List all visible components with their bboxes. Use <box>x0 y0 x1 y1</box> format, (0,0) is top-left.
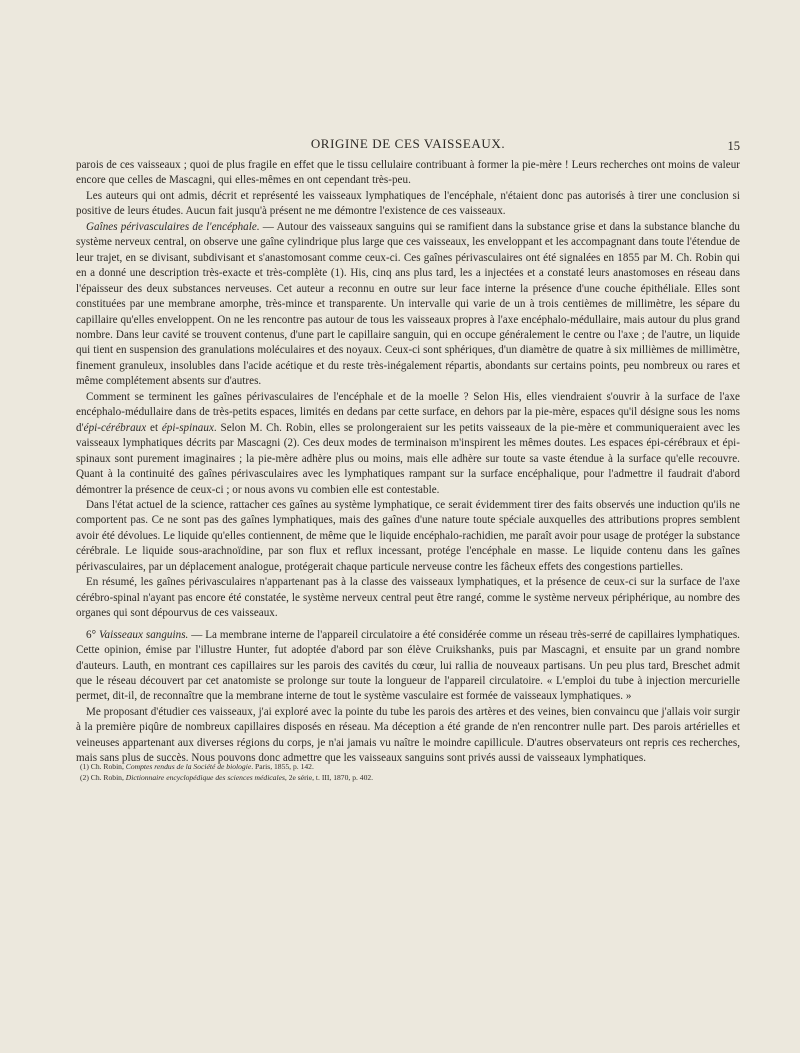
footnote-source: Comptes rendus de la Société de biologie <box>125 762 252 771</box>
section-title: Gaînes périvasculaires de l'encéphale. <box>86 220 260 233</box>
paragraph-text: et <box>146 421 162 434</box>
page-number: 15 <box>727 139 740 153</box>
footnote <box>80 772 740 783</box>
body-text <box>76 158 740 767</box>
footnote-source: Dictionnaire encyclopédique des sciences médicales <box>125 773 285 782</box>
italic-term: épi-spinaux <box>161 421 214 434</box>
footnote-text: (1) Ch. Robin, <box>80 762 126 771</box>
paragraph-text: — La membrane interne de l'appareil circulatoire a été considérée comme un réseau très-serré de capillaires lymphatiques. Cette opinion, émise par l'illustre Hunter, fut adoptée d'abord par son élève Cruikshanks, puis par Mascagni, et ensuite par un grand nombre d'auteurs. Lauth, en montrant ces capillaires sur les parois des cavités du cœur, lui rallia de nouveaux partisans. Un peu plus tard, Breschet admit que le réseau découvert par cet anatomiste se prolonge sur toute la longueur de l'appareil circulatoire. « L'emploi du tube à injection mercurielle permet, dit-il, de reconnaître que la membrane interne de tout le système vasculaire est formée de vaisseaux lymphatiques. » <box>76 628 740 703</box>
paragraph: Dans l'état actuel de la science, rattacher ces gaînes au système lymphatique, ce serait évidemment tirer des faits observés une induction qu'ils ne comportent pas. Ce ne sont pas des gaînes lymphatiques, mais des gaînes d'une nature toute spéciale auxquelles des attributions propres semblent avoir été dévolues. Le liquide qu'elles contiennent, de même que le liquide encéphalo-rachidien, me paraît avoir pour usage de protéger la substance cérébrale. Le liquide sous-arachnoïdine, par son flux et reflux incessant, protége l'encéphale en masse. Le liquide contenu dans les gaînes périvasculaires, par un déplacement analogue, protégerait chaque particule nerveuse contre les fâcheux effets des congestions partielles. <box>76 498 740 573</box>
footnote-text: , 2e série, t. III, 1870, p. 402. <box>284 773 374 782</box>
running-title: ORIGINE DE CES VAISSEAUX. <box>310 136 506 151</box>
italic-term: épi-cérébraux <box>83 421 147 434</box>
paragraph: parois de ces vaisseaux ; quoi de plus fragile en effet que le tissu cellulaire contribuant à former la pie-mère ! Leurs recherches ont moins de valeur encore que celles de Mascagni, qui elles-mêmes en ont cependant très-peu. <box>76 159 740 187</box>
running-header <box>76 136 740 156</box>
section-number: 6° <box>86 628 99 641</box>
footnotes <box>80 761 740 783</box>
paragraph: Me proposant d'étudier ces vaisseaux, j'ai exploré avec la pointe du tube les parois des artères et des veines, bien convaincu que j'allais voir surgir à la première piqûre de nombreux capillaires disposés en réseau. Ma déception a été grande de n'en rencontrer nulle part. Des parois artérielles et veineuses appartenant aux diverses régions du corps, je n'ai jamais vu naître le moindre capillicule. D'autres observateurs ont repris ces recherches, mais sans plus de succès. Nous pouvons donc admettre que les vaisseaux sanguins sont privés aussi de vaisseaux lymphatiques. <box>76 705 740 765</box>
paragraph: En résumé, les gaînes périvasculaires n'appartenant pas à la classe des vaisseaux lymphatiques, et la présence de ceux-ci sur la surface de l'axe cérébro-spinal n'ayant pas encore été constatée, le système nerveux central peut être rangé, comme le système nerveux périphérique, au nombre des organes qui sont dépourvus de ces vaisseaux. <box>76 576 740 620</box>
section-title: Vaisseaux sanguins. <box>98 628 189 641</box>
paragraph <box>76 628 740 705</box>
footnote <box>80 761 740 772</box>
paragraph: Les auteurs qui ont admis, décrit et représenté les vaisseaux lymphatiques de l'encéphale, n'étaient donc pas autorisés à tirer une conclusion si positive de leurs études. Aucun fait jusqu'à présent ne me démontre l'existence de ces vaisseaux. <box>76 189 740 218</box>
footnote-text: (2) Ch. Robin, <box>80 773 126 782</box>
paragraph-text: . Selon M. Ch. Robin, elles se prolongeraient sur les petits vaisseaux de la pie-mère et communiqueraient avec les vaisseaux lymphatiques décrits par Mascagni (2). Ces deux modes de terminaison m'inspirent les mêmes doutes. Les espaces épi-cérébraux et épi-spinaux sont purement imaginaires ; la pie-mère adhère plus ou moins, mais elle adhère sur toute sa vaste étendue à la surface qu'elle recouvre. Quant à la continuité des gaînes périvasculaires avec les lymphatiques rampant sur la surface encéphalique, pour l'admettre il faudrait d'abord démontrer la présence de ceux-ci ; or nous avons vu combien elle est contestable. <box>76 421 740 496</box>
paragraph <box>76 220 740 390</box>
footnote-text: . Paris, 1855, p. 142. <box>251 762 314 771</box>
paragraph-text: — Autour des vaisseaux sanguins qui se ramifient dans la substance grise et dans la substance blanche du système nerveux central, on observe une gaîne cylindrique plus large que ces vaisseaux, les enveloppant et les accompagnant dans toute l'étendue de leur trajet, en se divisant, subdivisant et s'anastomosant comme ceux-ci. Ces gaînes périvasculaires ont été signalées en 1855 par M. Ch. Robin qui en a donné une description très-exacte et très-complète (1). His, cinq ans plus tard, les a injectées et a constaté leurs anastomoses en réseau dans l'épaisseur des deux substances nerveuses. Cet auteur a reconnu en outre sur leur face interne la présence d'une couche épithéliale. Elles sont constituées par une membrane amorphe, très-mince et transparente. Un intervalle qui varie de un à trois centièmes de millimètre, les sépare du capillaire qu'elles enveloppent. On ne les rencontre pas autour de tous les vaisseaux propres à l'axe encéphalo-médullaire, mais autour du plus grand nombre. Dans leur cavité se trouvent contenus, d'une part le capillaire sanguin, qui en occupe généralement le centre ou l'axe ; de l'autre, un liquide qui tient en suspension des granulations moléculaires et des noyaux. Ceux-ci sont sphériques, d'un diamètre de quatre à six millièmes de millimètre, finement granuleux, insolubles dans l'acide acétique et du reste très-inégalement répartis, abondants sur certains points, peu nombreux ou rares et même complétement absents sur d'autres. <box>76 220 740 388</box>
paragraph <box>76 390 740 498</box>
paragraph-text: Comment se terminent les gaînes périvasculaires de l'encéphale et de la moelle ? Selon His, elles viendraient s'ouvrir à la surface de l'axe encéphalo-médullaire dans de très-petits espaces, limités en dedans par cette surface, en dehors par la pie-mère, espaces qu'il désigne sous les noms d' <box>76 390 740 434</box>
